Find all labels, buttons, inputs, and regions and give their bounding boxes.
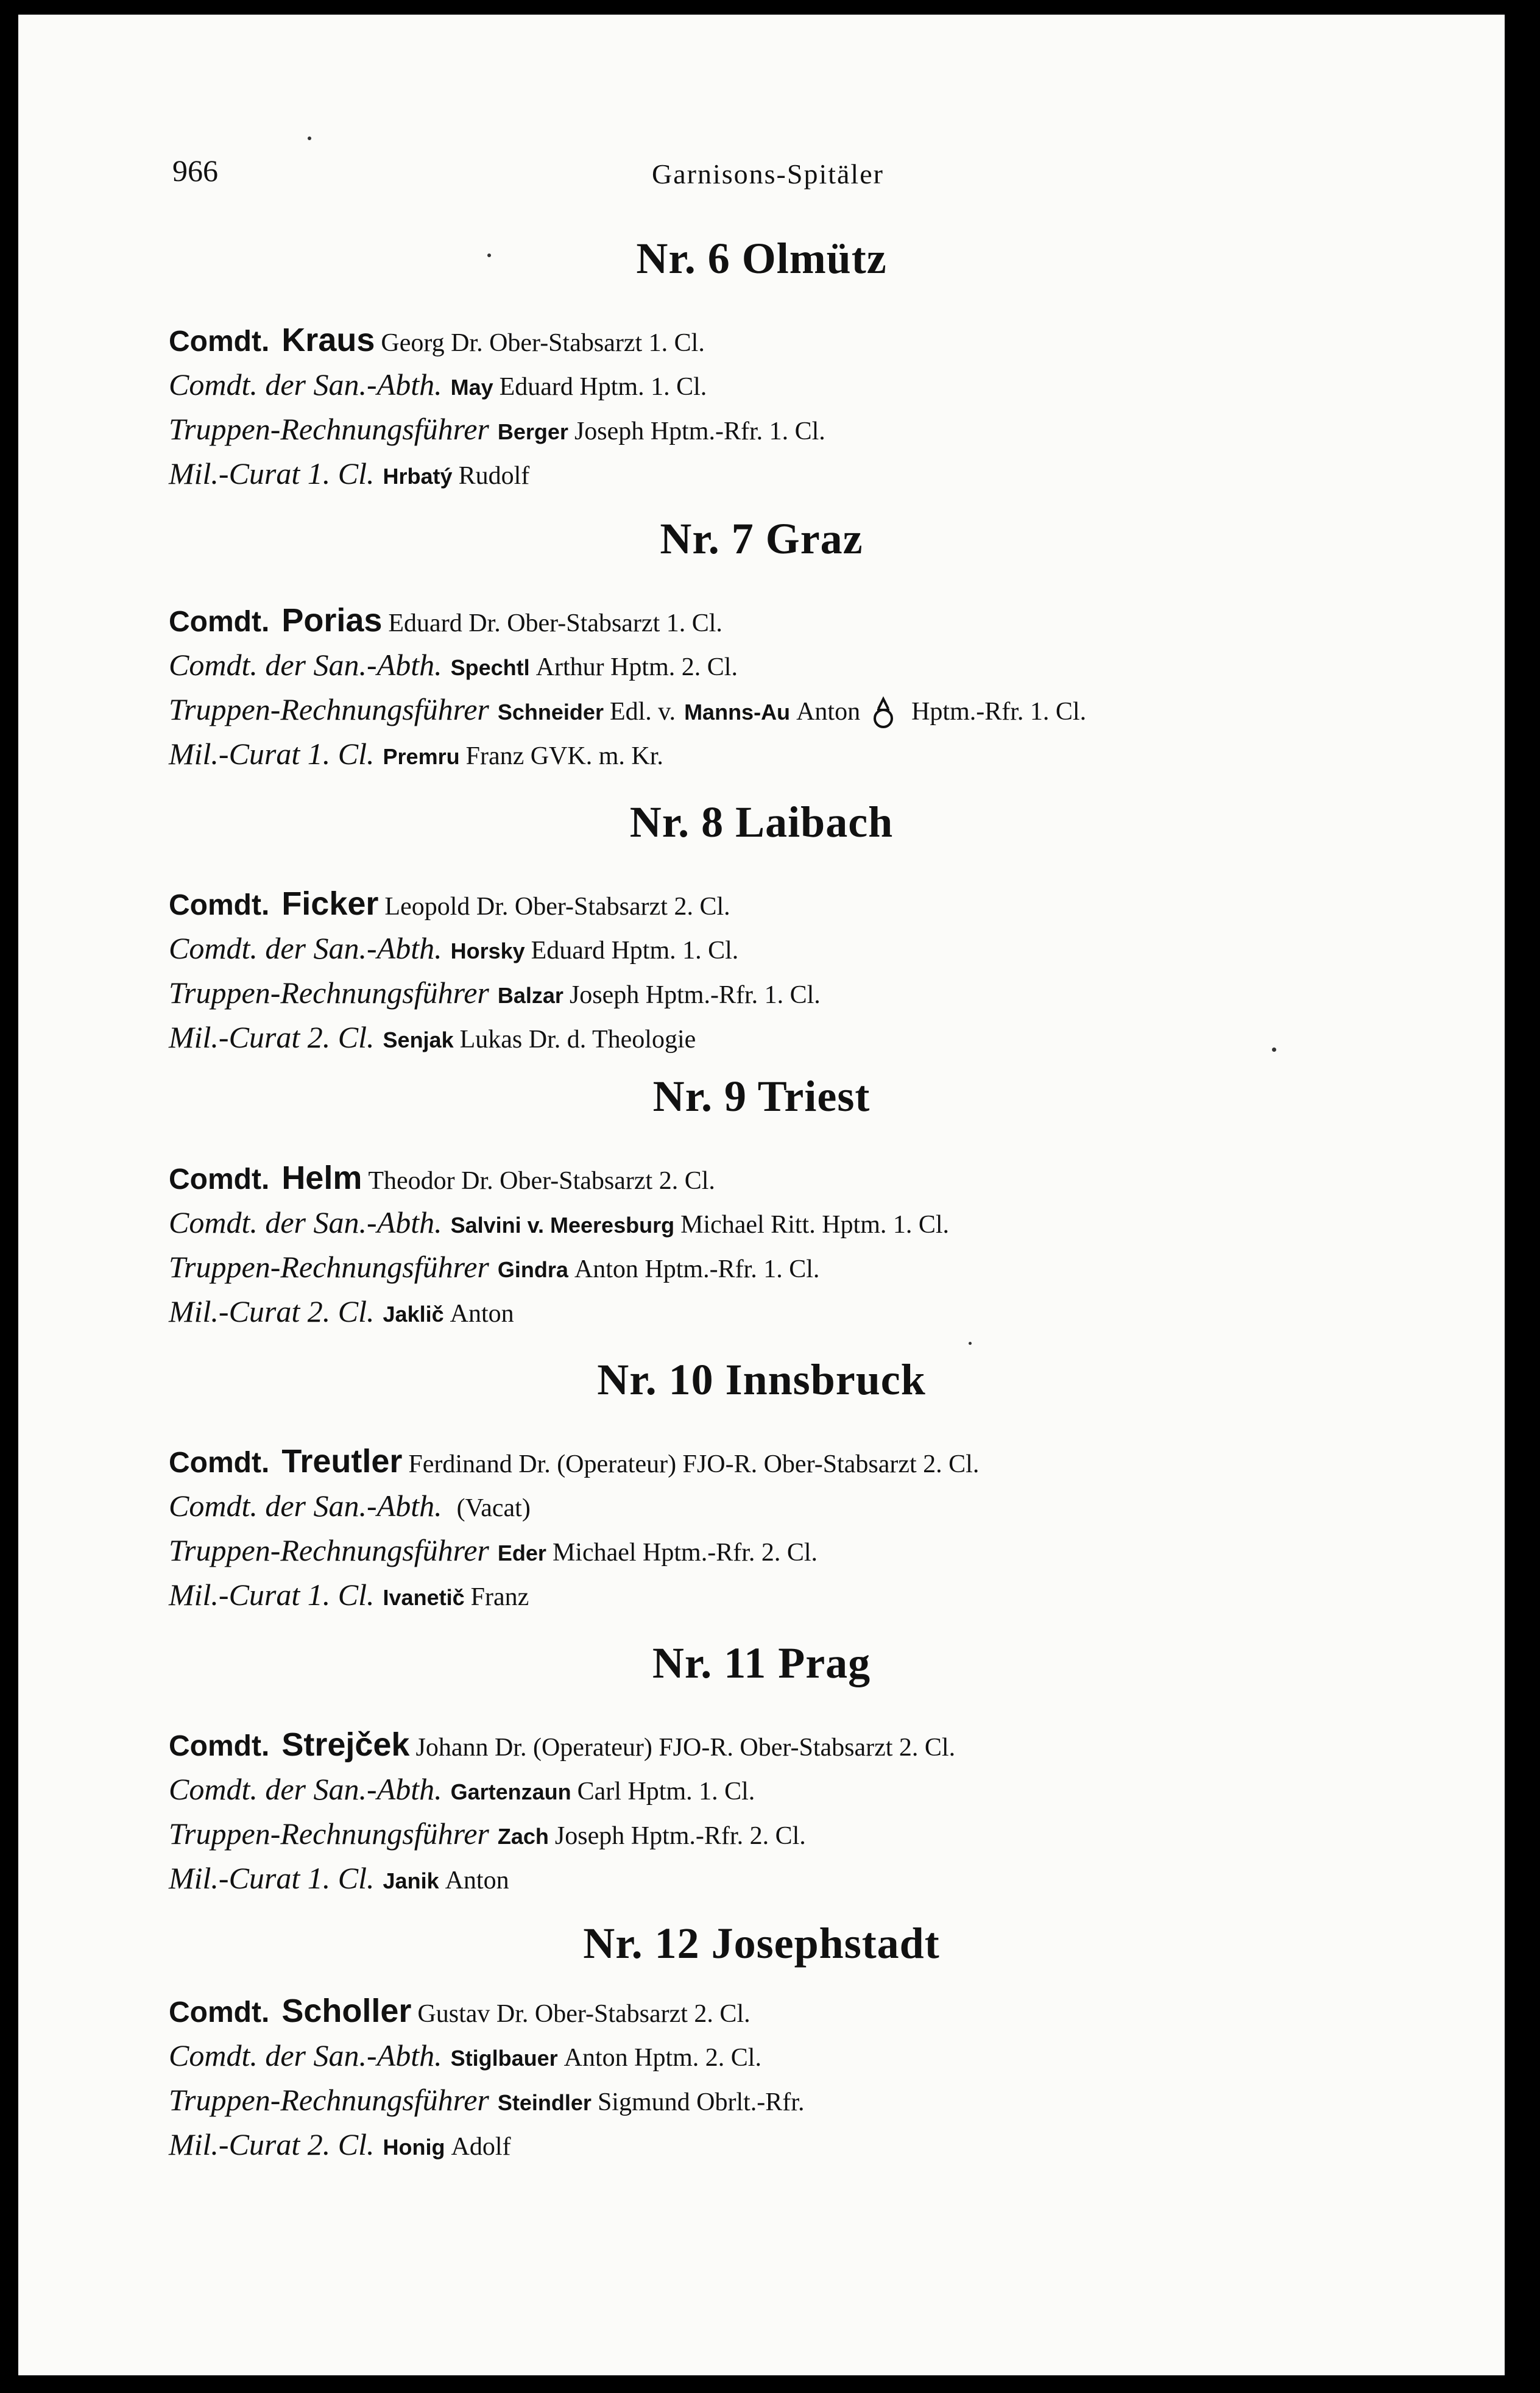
book-page (18, 15, 1505, 2375)
role-label: Mil.-Curat 2. Cl. (169, 1020, 375, 1054)
role-label: Truppen-Rechnungsführer (169, 976, 489, 1010)
entry-row (169, 732, 1505, 776)
role-label: Comdt. der San.-Abth. (169, 931, 442, 965)
role-label: Mil.-Curat 1. Cl. (169, 1578, 375, 1612)
entry-row (169, 971, 1505, 1015)
role-label: Mil.-Curat 2. Cl. (169, 1294, 375, 1328)
entry-row (169, 926, 1505, 971)
person-name: Jaklič (383, 1302, 444, 1327)
role-label: Mil.-Curat 1. Cl. (169, 1861, 375, 1895)
person-details: Sigmund Obrlt.-Rfr. (597, 2088, 805, 2116)
role-label: Comdt. (169, 325, 270, 358)
entry-row (169, 1289, 1505, 1334)
person-name: Senjak (383, 1027, 454, 1052)
person-name: Porias (281, 602, 383, 639)
person-name: Schneider (497, 700, 604, 725)
person-details: Arthur Hptm. 2. Cl. (535, 653, 738, 681)
entry-row (169, 1767, 1505, 1812)
person-details: Eduard Dr. Ober-Stabsarzt 1. Cl. (388, 609, 722, 637)
role-label: Comdt. der San.-Abth. (169, 1489, 442, 1523)
section-graz (18, 508, 1505, 776)
person-details: Joseph Hptm.-Rfr. 1. Cl. (569, 981, 821, 1009)
section-prag (18, 1633, 1505, 1901)
person-name: Gindra (497, 1257, 568, 1282)
section-innsbruck (18, 1349, 1505, 1617)
entry-row (169, 1484, 1505, 1528)
page-number: 966 (172, 154, 218, 188)
role-label: Comdt. (169, 1163, 270, 1196)
entry-row (169, 2122, 1505, 2167)
entry-row (169, 687, 1505, 732)
section-josephstadt (18, 1913, 1505, 2167)
entry-row (169, 598, 1505, 643)
person-name: Janik (383, 1868, 439, 1893)
entry-row (169, 452, 1505, 496)
role-label: Truppen-Rechnungsführer (169, 1817, 489, 1851)
role-label: Comdt. (169, 889, 270, 921)
person-details: Michael Hptm.-Rfr. 2. Cl. (552, 1539, 818, 1567)
role-label: Truppen-Rechnungsführer (169, 1533, 489, 1567)
running-head: Garnisons-Spitäler (652, 158, 884, 190)
person-name: Ficker (281, 885, 379, 922)
person-details: Eduard Hptm. 1. Cl. (531, 937, 739, 965)
role-label: Truppen-Rechnungsführer (169, 692, 489, 726)
person-name: Gartenzaun (450, 1779, 571, 1804)
entry-row (169, 318, 1505, 363)
person-name: Strejček (281, 1726, 410, 1763)
person-name: Stiglbauer (450, 2046, 558, 2071)
person-name: Balzar (497, 983, 563, 1008)
entry-row (169, 882, 1505, 926)
person-details: Theodor Dr. Ober-Stabsarzt 2. Cl. (368, 1167, 715, 1195)
role-label: Comdt. der San.-Abth. (169, 648, 442, 682)
person-details: Adolf (451, 2133, 511, 2161)
person-name: Kraus (281, 322, 375, 358)
entry-row (169, 1200, 1505, 1245)
person-name-part: Manns-Au (684, 700, 791, 725)
person-name: Ivanetič (383, 1585, 465, 1610)
person-name: Horsky (450, 938, 525, 963)
entry-row (169, 643, 1505, 687)
person-details: (Vacat) (456, 1494, 531, 1522)
role-label: Mil.-Curat 1. Cl. (169, 737, 375, 771)
person-name: May (450, 375, 493, 400)
role-label: Comdt. der San.-Abth. (169, 2038, 442, 2072)
scan-speck (308, 136, 311, 140)
person-details: Anton Hptm. 2. Cl. (563, 2044, 761, 2072)
section-heading: Nr. 10 Innsbruck (597, 1355, 926, 1404)
role-label: Mil.-Curat 2. Cl. (169, 2127, 375, 2161)
person-details: Eduard Hptm. 1. Cl. (499, 373, 707, 401)
section-heading: Nr. 12 Josephstadt (583, 1919, 940, 1968)
person-details: Anton (445, 1867, 509, 1895)
person-details: Rudolf (458, 462, 530, 490)
person-name: Premru (383, 744, 460, 769)
role-label: Comdt. der San.-Abth. (169, 367, 442, 402)
person-name: Steindler (497, 2090, 592, 2115)
section-triest (18, 1066, 1505, 1334)
entry-row (169, 1528, 1505, 1573)
entry-row (169, 1439, 1505, 1484)
person-details: Johann Dr. (Operateur) FJO-R. Ober-Stabsarzt 2. Cl. (415, 1734, 956, 1762)
entry-row (169, 1573, 1505, 1617)
section-heading: Nr. 9 Triest (652, 1072, 871, 1121)
scan-speck (1272, 1048, 1276, 1052)
entry-row (169, 1723, 1505, 1767)
role-label: Comdt. der San.-Abth. (169, 1205, 442, 1239)
person-details: Joseph Hptm.-Rfr. 2. Cl. (554, 1822, 806, 1850)
section-heading: Nr. 11 Prag (652, 1639, 871, 1687)
scan-speck (487, 253, 491, 257)
role-label: Comdt. (169, 606, 270, 638)
role-label: Comdt. (169, 1996, 270, 2029)
person-details: Anton (796, 698, 861, 726)
person-details: Anton Hptm.-Rfr. 1. Cl. (574, 1255, 820, 1283)
person-name: Eder (497, 1540, 546, 1565)
order-decoration-icon (871, 695, 895, 732)
role-label: Mil.-Curat 1. Cl. (169, 456, 375, 491)
role-label: Truppen-Rechnungsführer (169, 2083, 489, 2117)
section-laibach (18, 792, 1505, 1060)
person-details: Franz (470, 1583, 529, 1611)
section-heading: Nr. 7 Graz (660, 514, 863, 563)
section-olmuetz (18, 228, 1505, 496)
entry-row (169, 1989, 1505, 2033)
role-label: Truppen-Rechnungsführer (169, 412, 489, 446)
entry-row (169, 2033, 1505, 2078)
role-label: Comdt. der San.-Abth. (169, 1772, 442, 1806)
person-name: Berger (497, 419, 568, 444)
person-name: Spechtl (450, 655, 530, 680)
role-label: Comdt. (169, 1447, 270, 1479)
entry-row (169, 407, 1505, 452)
person-details: Edl. v. (609, 698, 676, 726)
person-details: Gustav Dr. Ober-Stabsarzt 2. Cl. (417, 2000, 751, 2028)
person-details: Michael Ritt. Hptm. 1. Cl. (680, 1211, 950, 1239)
entry-row (169, 1156, 1505, 1200)
role-label: Truppen-Rechnungsführer (169, 1250, 489, 1284)
person-details: Georg Dr. Ober-Stabsarzt 1. Cl. (381, 329, 705, 357)
person-name: Hrbatý (383, 464, 453, 489)
person-name: Zach (497, 1824, 549, 1849)
entry-row (169, 2078, 1505, 2122)
person-details: Leopold Dr. Ober-Stabsarzt 2. Cl. (384, 893, 730, 921)
scan-speck (969, 1342, 972, 1345)
person-details: Anton (450, 1300, 514, 1328)
person-details: Lukas Dr. d. Theologie (459, 1026, 696, 1054)
person-name: Salvini v. Meeresburg (450, 1213, 675, 1238)
section-heading: Nr. 8 Laibach (629, 798, 894, 846)
entry-row (169, 363, 1505, 407)
person-name: Treutler (281, 1443, 403, 1480)
entry-row (169, 1812, 1505, 1856)
entry-row (169, 1015, 1505, 1060)
person-details: Carl Hptm. 1. Cl. (577, 1778, 755, 1806)
person-details: Franz GVK. m. Kr. (465, 742, 663, 770)
person-name: Helm (281, 1160, 362, 1196)
entry-row (169, 1245, 1505, 1289)
person-name: Honig (383, 2135, 445, 2160)
role-label: Comdt. (169, 1730, 270, 1762)
section-heading: Nr. 6 Olmütz (636, 234, 887, 283)
person-details: Hptm.-Rfr. 1. Cl. (911, 698, 1087, 726)
person-name: Scholler (281, 1993, 412, 2029)
person-details: Joseph Hptm.-Rfr. 1. Cl. (574, 417, 825, 445)
person-details: Ferdinand Dr. (Operateur) FJO-R. Ober-Stabsarzt 2. Cl. (408, 1450, 980, 1478)
entry-row (169, 1856, 1505, 1901)
